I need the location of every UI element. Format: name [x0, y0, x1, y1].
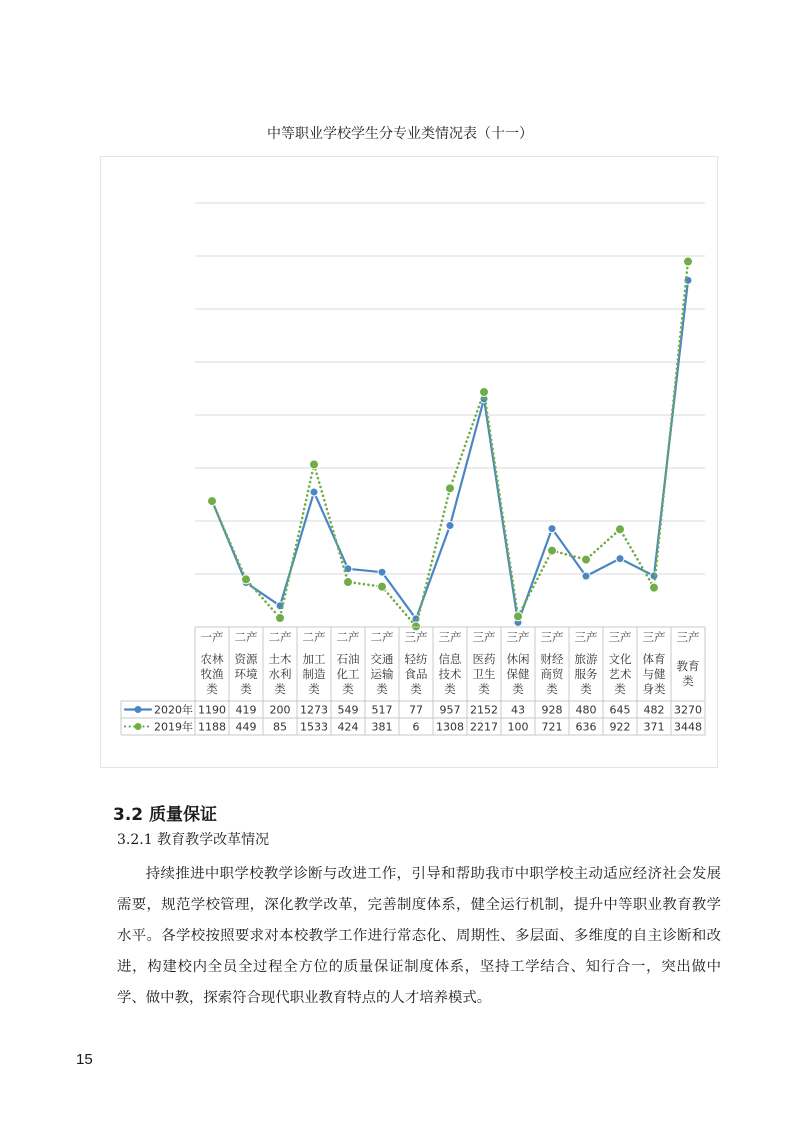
category-label: 农林	[200, 652, 224, 666]
group-label: 二产	[336, 630, 360, 644]
category-label: 与健	[642, 667, 666, 681]
group-label: 三产	[404, 630, 428, 644]
category-label: 卫生	[472, 667, 496, 681]
category-label: 类	[376, 682, 388, 696]
group-label: 二产	[268, 630, 292, 644]
legend-key-marker	[135, 706, 142, 713]
category-label: 教育	[676, 659, 700, 673]
section-heading: 3.2 质量保证	[113, 805, 218, 825]
category-label: 身类	[642, 682, 666, 696]
category-label: 类	[410, 682, 422, 696]
data-value: 1188	[198, 720, 226, 734]
category-label: 商贸	[540, 667, 564, 681]
data-value: 721	[541, 720, 563, 734]
category-label: 资源	[234, 652, 258, 666]
data-value: 1190	[198, 703, 226, 717]
category-label: 文化	[608, 652, 632, 666]
category-label: 制造	[302, 667, 326, 681]
category-label: 类	[580, 682, 592, 696]
category-label: 休闲	[506, 652, 530, 666]
category-label: 医药	[472, 652, 496, 666]
data-point	[616, 525, 625, 534]
category-label: 类	[682, 674, 694, 688]
category-label: 技术	[438, 667, 462, 681]
data-point	[582, 572, 590, 580]
category-label: 信息	[438, 652, 462, 666]
category-label: 化工	[336, 667, 360, 681]
data-value: 1308	[436, 720, 464, 734]
category-label: 旅游	[574, 652, 598, 666]
data-value: 43	[511, 703, 525, 717]
category-label: 牧渔	[200, 667, 224, 681]
body-paragraph: 持续推进中职学校教学诊断与改进工作，引导和帮助我市中职学校主动适应经济社会发展需要，规范学校管理，深化教学改革，完善制度体系，健全运行机制，提升中等职业教育教学水平。各学校按照要求对本校教学工作进行常态化、周期性、多层面、多维度的自主诊断和改进，构建校内全员全过程全方位的质量保证制度体系，坚持工学结合、知行合一，突出做中学、做中教，探索符合现代职业教育特点的人才培养模式。	[117, 866, 721, 1006]
group-label: 三产	[574, 630, 598, 644]
data-value: 200	[269, 703, 291, 717]
category-label: 类	[512, 682, 524, 696]
data-point	[378, 582, 387, 591]
category-label: 保健	[506, 667, 530, 681]
data-value: 449	[235, 720, 257, 734]
data-value: 6	[412, 720, 420, 734]
data-point	[276, 613, 285, 622]
category-label: 类	[206, 682, 218, 696]
category-label: 体育	[642, 652, 666, 666]
data-value: 77	[409, 703, 423, 717]
group-label: 三产	[642, 630, 666, 644]
data-point	[446, 522, 454, 530]
data-value: 482	[643, 703, 665, 717]
category-label: 类	[342, 682, 354, 696]
group-label: 二产	[370, 630, 394, 644]
group-label: 一产	[200, 630, 224, 644]
page-number: 15	[76, 1051, 93, 1068]
data-value: 1533	[300, 720, 328, 734]
data-point	[514, 612, 523, 621]
subsection-heading: 3.2.1 教育教学改革情况	[117, 832, 270, 848]
data-value: 371	[643, 720, 665, 734]
group-label: 三产	[676, 630, 700, 644]
group-label: 三产	[608, 630, 632, 644]
category-label: 类	[240, 682, 252, 696]
legend-label: 2020年	[154, 703, 193, 717]
data-value: 85	[273, 720, 287, 734]
data-value: 636	[575, 720, 597, 734]
data-point	[310, 460, 319, 469]
group-label: 三产	[438, 630, 462, 644]
data-point	[616, 555, 624, 563]
category-label: 水利	[268, 667, 292, 681]
data-value: 3270	[674, 703, 702, 717]
data-value: 922	[609, 720, 631, 734]
category-label: 食品	[404, 667, 428, 681]
data-value: 2217	[470, 720, 498, 734]
category-label: 类	[274, 682, 286, 696]
category-label: 土木	[268, 652, 292, 666]
legend-key-marker	[135, 723, 142, 730]
chart-area	[100, 156, 718, 768]
data-point	[344, 578, 353, 587]
data-value: 100	[507, 720, 529, 734]
data-point	[446, 484, 455, 493]
data-point	[582, 555, 591, 564]
data-point	[310, 488, 318, 496]
category-label: 类	[614, 682, 626, 696]
category-label: 类	[546, 682, 558, 696]
chart-title: 中等职业学校学生分专业类情况表（十一）	[267, 126, 533, 142]
data-value: 419	[235, 703, 257, 717]
data-value: 517	[371, 703, 393, 717]
group-label: 三产	[472, 630, 496, 644]
data-value: 928	[541, 703, 563, 717]
category-label: 交通	[370, 652, 394, 666]
data-value: 3448	[674, 720, 702, 734]
data-point	[548, 546, 557, 555]
category-label: 石油	[336, 652, 360, 666]
category-label: 环境	[234, 667, 258, 681]
data-value: 381	[371, 720, 393, 734]
data-point	[650, 583, 659, 592]
category-label: 类	[308, 682, 320, 696]
category-label: 财经	[540, 652, 564, 666]
data-value: 480	[575, 703, 597, 717]
data-point	[208, 497, 217, 506]
category-label: 服务	[574, 667, 598, 681]
category-label: 加工	[302, 652, 326, 666]
data-point	[480, 387, 489, 396]
data-value: 1273	[300, 703, 328, 717]
line-chart	[101, 157, 717, 767]
series-line-1	[212, 262, 688, 627]
data-value: 2152	[470, 703, 498, 717]
category-label: 类	[444, 682, 456, 696]
series-line-0	[212, 280, 688, 622]
data-value: 424	[337, 720, 359, 734]
data-value: 549	[337, 703, 359, 717]
group-label: 三产	[506, 630, 530, 644]
category-label: 轻纺	[404, 652, 428, 666]
group-label: 三产	[540, 630, 564, 644]
group-label: 二产	[234, 630, 258, 644]
data-point	[242, 575, 251, 584]
data-point	[548, 525, 556, 533]
data-point	[684, 257, 693, 266]
category-label: 艺术	[608, 667, 632, 681]
category-label: 运输	[370, 667, 394, 681]
data-value: 957	[439, 703, 461, 717]
data-point	[378, 568, 386, 576]
category-label: 类	[478, 682, 490, 696]
group-label: 二产	[302, 630, 326, 644]
legend-label: 2019年	[154, 720, 193, 734]
data-value: 645	[609, 703, 631, 717]
